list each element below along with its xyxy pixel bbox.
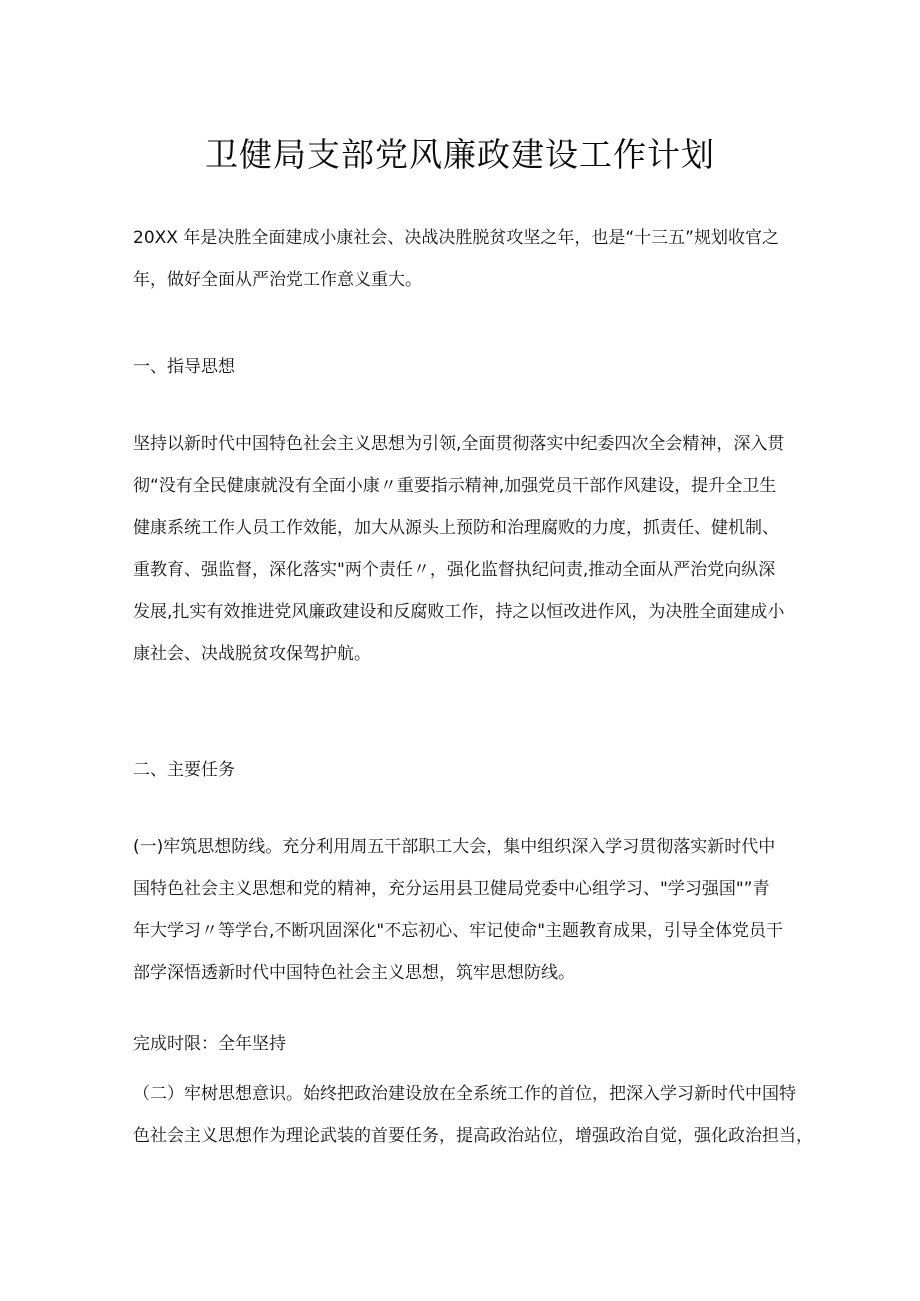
section-heading-guiding-ideology: 一、指导思想 <box>133 357 235 377</box>
text-line: 健康系统工作人员工作效能，加大从源头上预防和治理腐败的力度，抓责任、健机制、 <box>133 518 779 538</box>
text-line: 色社会主义思想作为理论武装的首要任务，提高政治站位，增强政治自觉，强化政治担当， <box>133 1126 813 1146</box>
text-line: （二）牢树思想意识。始终把政治建设放在全系统工作的首位，把深入学习新时代中国特 <box>133 1084 796 1104</box>
text-line: 康社会、决战脱贫攻保驾护航。 <box>133 644 371 664</box>
task-2-paragraph <box>133 1073 813 1157</box>
text-line: 彻“没有全民健康就没有全面小康〃重要指示精神,加强党员干部作风建设，提升全卫生 <box>133 476 777 496</box>
text-line: 年大学习〃等学台,不断巩固深化"不忘初心、牢记使命"主题教育成果，引导全体党员干 <box>133 921 784 941</box>
text-line: 国特色社会主义思想和党的精神，充分运用县卫健局党委中心组学习、"学习强国"”青 <box>133 879 770 899</box>
intro-paragraph <box>133 217 793 301</box>
text-line: (一)牢筑思想防线。充分利用周五干部职工大会，集中组织深入学习贯彻落实新时代中 <box>133 837 776 857</box>
document-title: 卫健局支部党风廉政建设工作计划 <box>205 135 715 174</box>
text-line: 发展,扎实有效推进党风廉政建设和反腐败工作，持之以恒改进作风，为决胜全面建成小 <box>133 602 785 622</box>
text-line: 重教育、强监督，深化落实"两个责任〃，强化监督执纪问责,推动全面从严治党向纵深 <box>133 560 776 580</box>
text-line: 20XX 年是决胜全面建成小康社会、决战决胜脱贫攻坚之年，也是“十三五”规划收官之 <box>133 228 779 248</box>
text-line: 年，做好全面从严治党工作意义重大。 <box>133 270 422 290</box>
task-1-deadline: 完成时限：全年坚持 <box>133 1034 286 1054</box>
text-line: 部学深悟透新时代中国特色社会主义思想，筑牢思想防线。 <box>133 963 575 983</box>
section-heading-main-tasks: 二、主要任务 <box>133 760 235 780</box>
guiding-ideology-paragraph <box>133 423 793 675</box>
task-1-paragraph <box>133 826 793 994</box>
text-line: 坚持以新时代中国特色社会主义思想为引领,全面贯彻落实中纪委四次全会精神，深入贯 <box>133 434 785 454</box>
